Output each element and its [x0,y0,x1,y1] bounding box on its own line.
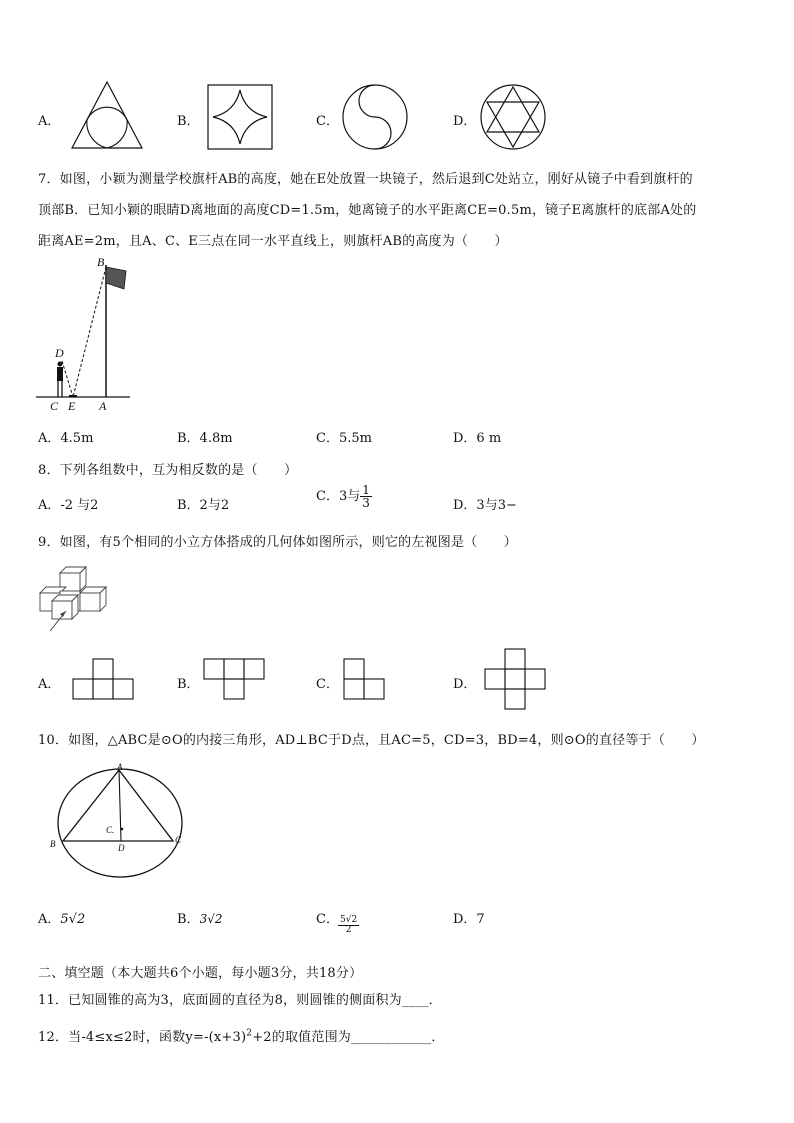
q10-circle-figure [55,763,195,878]
q7-stem-line-2: 顶部B．已知小颖的眼睛D离地面的高度CD=1.5m，她离镜子的水平距离CE=0.5m，镜子E离旗杆的底部A处的 [38,203,697,218]
q6-option-c-label: C． [316,114,339,129]
q8-option-d: D．3与3− [453,498,517,513]
fraction-numerator: 5√2 [340,915,358,925]
q10-option-a [38,908,85,927]
q6-option-c-figure [342,84,408,150]
q7-label-e: E [68,399,76,413]
q10-option-d: D．7 [453,912,485,927]
sight-line-de [62,361,73,397]
q8-stem: 8．下列各组数中，互为相反数的是（ ） [38,463,298,478]
q12-part-2: +2的取值范围为____________． [252,1030,445,1045]
q9-option-c-label: C． [316,677,339,692]
q7-option-d: D．6 m [453,431,502,446]
q8-option-c [316,484,372,509]
triangle-abc [63,770,173,841]
option-label: C． [316,912,339,927]
q9-stem: 9．如图，有5个相同的小立方体搭成的几何体如图所示，则它的左视图是（ ） [38,535,517,550]
option-label: B． [177,912,200,927]
q7-option-c: C．5.5m [316,431,372,446]
q8-option-c-prefix: C．3与 [316,489,361,504]
q11-stem: 11．已知圆锥的高为3，底面圆的直径为8，则圆锥的侧面积为____． [38,993,442,1008]
q8-option-c-fraction [360,484,372,509]
q10-stem: 10．如图，△ABC是⊙O的内接三角形，AD⊥BC于D点，且AC=5，CD=3，BD=4，则⊙O的直径等于（ ） [38,733,705,748]
person-body [57,367,63,381]
q7-stem-line-1: 7．如图，小颖为测量学校旗杆AB的高度，她在E处放置一块镜子，然后退到C处站立，刚好从镜子中看到旗杆的 [38,172,693,187]
q6-option-a-label: A． [38,114,61,129]
fraction-numerator: 1 [362,483,370,497]
q7-flagpole-figure [36,255,136,415]
q12-stem [38,1026,445,1045]
q10-label-o: C. [106,825,115,835]
option-label: A． [38,912,61,927]
q6-option-b-figure [207,84,273,150]
option-value: 3√2 [199,912,223,926]
q7-option-a: A．4.5m [38,431,94,446]
q10-option-c [316,908,339,927]
q8-option-b: B．2与2 [177,498,230,513]
fraction-denominator: 2 [345,925,352,935]
q10-label-a: A [117,762,123,772]
flag [106,267,126,289]
center-point [121,828,124,831]
option-value: 5√2 [60,912,86,927]
q8-option-a: A．-2 与2 [38,498,99,513]
q9-option-c-figure [343,658,385,700]
sight-line-be [73,267,106,397]
q6-option-d-label: D． [453,114,477,129]
q6-option-d-figure [480,84,546,150]
q7-option-b: B．4.8m [177,431,233,446]
q12-exponent: 2 [246,1028,253,1039]
q9-cubes-figure [38,563,123,635]
q10-option-b [177,908,222,927]
q6-option-a-figure [70,80,145,152]
q7-label-d: D [55,346,64,360]
q9-option-b-label: B． [177,677,200,692]
q10-label-d: D [118,843,125,853]
q7-label-b: B [97,255,105,269]
q7-label-a: A [99,399,107,413]
q10-label-b: B [50,839,56,849]
q7-stem-line-3: 距离AE=2m，且A、C、E三点在同一水平直线上，则旗杆AB的高度为（ ） [38,234,508,249]
q12-part-1: 12．当-4≤x≤2时，函数y=-(x+3) [38,1030,247,1045]
q10-option-c-fraction [338,916,359,935]
q10-label-c: C [175,835,182,845]
fraction-denominator: 3 [362,496,370,510]
section-2-title: 二、填空题（本大题共6个小题，每小题3分，共18分） [38,966,363,981]
q7-label-c: C [50,399,59,413]
q9-option-d-label: D． [453,677,477,692]
q9-option-a-figure [72,658,134,700]
person-head [58,362,63,367]
q9-option-b-figure [203,658,265,700]
q6-option-b-label: B． [177,114,200,129]
altitude-ad [119,770,121,841]
q9-option-a-label: A． [38,677,61,692]
q9-option-d-figure [484,648,546,710]
